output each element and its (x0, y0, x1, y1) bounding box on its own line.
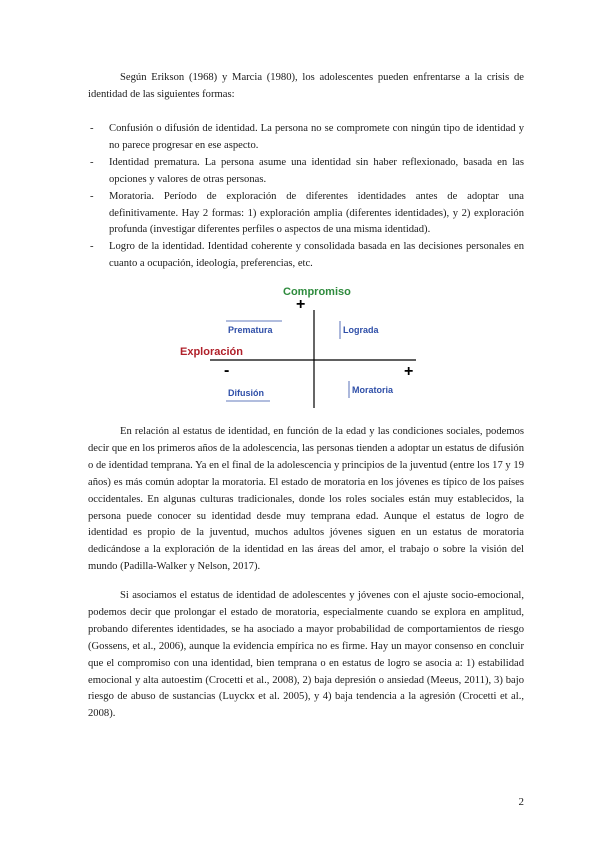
paragraph-identity-status-age: En relación al estatus de identidad, en función de la edad y las condiciones sociales, podemos decir que en los primeros años de la adolescencia, las personas tienden a adoptar un estatus de difusión o de identidad temprana. Ya en el final de la adolescencia y principios de la juventud (entre los 17 y 19 años) es más común adoptar la moratoria. El estado de moratoria en los jóvenes es típico de los países occidentales. En algunas culturas tradicionales, donde los roles sociales están muy establecidos, la persona puede conocer su identidad desde muy temprana edad. Aunque el estatus de logro de identidad es propio de la juventud, muchos adultos jóvenes siguen en un estatus de moratoria dedicándose a la exploración de la identidad en las áreas del amor, el trabajo o sobre la visión del mundo (Padilla-Walker y Nelson, 2017). (88, 426, 524, 573)
page-number: 2 (518, 796, 524, 808)
quadrant-moratoria: Moratoria (352, 385, 394, 395)
minus-left-sign: - (224, 362, 230, 379)
intro-paragraph: Según Erikson (1968) y Marcia (1980), los adolescentes pueden enfrentarse a la crisis de identidad de las siguientes formas: (88, 72, 524, 100)
identity-status-diagram (170, 283, 430, 413)
quadrant-lograda: Lograda (343, 325, 379, 335)
exploracion-axis-label: Exploración (180, 346, 243, 358)
list-item: - Identidad prematura. La persona asume una identidad sin haber reflexionado, basada en las opciones y valores de otras personas. (90, 156, 524, 185)
list-item: - Logro de la identidad. Identidad coherente y consolidada basada en las decisiones personales en cuanto a ocupación, ideología, preferencias, etc. (90, 241, 524, 270)
compromiso-axis-label: Compromiso (283, 286, 351, 298)
quadrant-prematura: Prematura (228, 325, 273, 335)
plus-top-sign: + (296, 296, 306, 313)
paragraph-socioemotional-adjustment: Si asociamos el estatus de identidad de adolescentes y jóvenes con el ajuste socio-emocional, podemos decir que prolongar el estado de moratoria, especialmente cuando se explora en amplitud, probando diferentes identidades, se ha asociado a mayor probabilidad de comportamientos de riesgo (Gossens, et al., 2006), aunque la evidencia empírica no es firme. Hay un mayor consenso en concluir que el compromiso con una identidad, bien temprana o en estatus de logro se asocia a: 1) estabilidad emocional y alta autoestim (Crocetti et al., 2008), 2) baja depresión o ansiedad (Meeus, 2011), 3) bajo riesgo de abuso de sustancias (Luyckx et al. 2005), y 4) baja tendencia a la agresión (Crocetti et al., 2008). (88, 590, 524, 720)
list-item: - Moratoria. Período de exploración de diferentes identidades antes de adoptar una definitivamente. Hay 2 formas: 1) exploración amplia (diferentes identidades), y 2) exploración profunda (investigar diferentes perfiles o aspectos de una misma identidad). (90, 190, 524, 236)
list-item: - Confusión o difusión de identidad. La persona no se compromete con ningún tipo de identidad y no parece progresar en ese aspecto. (90, 123, 524, 151)
quadrant-difusion: Difusión (228, 388, 264, 398)
plus-right-sign: + (404, 363, 414, 380)
identity-status-list (88, 121, 524, 273)
